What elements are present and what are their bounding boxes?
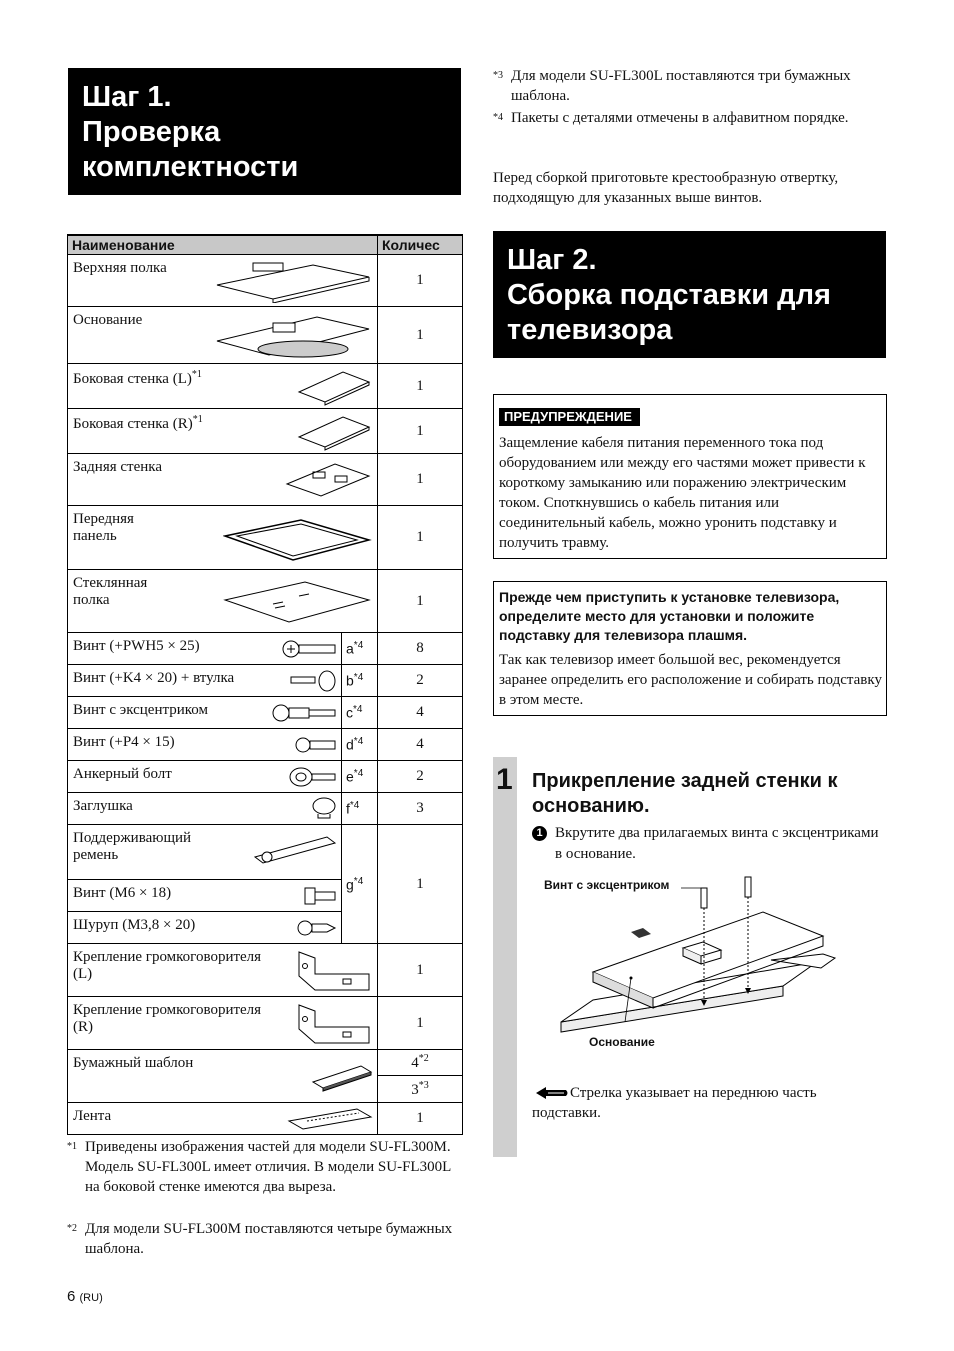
table-row: Стеклянная полка 1 [68,570,463,633]
step2-heading: Шаг 2. Сборка подставки для телевизора [493,231,886,358]
warning-text: Защемление кабеля питания переменного тока под оборудованием или между его частями может привести к короткому замыканию или поражению электрическим током. Споткнувшись о кабель питания или соединительный кабель, можно уронить подставку и получить травму. [499,435,866,551]
table-row: Шуруп (M3,8 × 20) [68,912,463,944]
table-row: Винт (+PWH5 × 25) $a^{*4}$ 8 [68,633,463,665]
table-row: Лента 1 [68,1103,463,1135]
table-row: Основание 1 [68,307,463,364]
table-row: Винт (+P4 × 15) $d^{*4}$ 4 [68,729,463,761]
footnote-2: *2 Для модели SU-FL300M поставляются четыре бумажных шаблона. [67,1221,453,1257]
arrow-note: Стрелка указывает на переднюю часть подставки. [532,1085,817,1121]
substep-1: 1 Вкрутите два прилагаемых винта с эксцентриками в основание. [532,823,888,865]
label-base: Основание [589,1035,655,1049]
cam-screw-icon [271,701,337,725]
footnote-3: *3 Для модели SU-FL300L поставляются три бумажных шаблона. [493,68,851,104]
table-header [68,235,463,255]
notice-box [493,581,887,716]
warning-box [493,394,887,559]
table-row: Винт с эксцентриком $c^{*4}$ 4 [68,697,463,729]
substep-number-badge: 1 [532,826,547,841]
step-bar [493,757,517,1157]
step-title: Прикрепление задней стенки к основанию. [532,770,838,817]
top-shelf-image [213,259,373,303]
table-row: Задняя стенка 1 [68,454,463,506]
screw-b-icon [289,669,337,693]
step1-heading: Шаг 1. Проверка комплектности [68,68,461,195]
table-row: Верхняя полка 1 [68,255,463,307]
table-row: Крепление громкоговорителя (R) 1 [68,997,463,1050]
notice-bold: Прежде чем приступить к установке телевизора, определите место для установки и положите подставку для телевизора плашмя. [499,589,840,643]
table-row: Винт (M6 × 18) [68,880,463,912]
side-wall-left-image [297,368,373,406]
table-row: Крепление громкоговорителя (L) 1 [68,944,463,997]
col-qty-header: Количес [378,235,463,255]
table-row: Винт (+K4 × 20) + втулка $b^{*4}$ 2 [68,665,463,697]
notice-text: Так как телевизор имеет большой вес, рекомендуется заранее определить его расположение и собирать подставку в этом месте. [499,652,882,708]
table-row: Боковая стенка $(R)^{*1}$ 1 [68,409,463,454]
assembly-step-1 [493,757,888,1157]
prep-text: Перед сборкой приготовьте крестообразную отвертку, подходящую для указанных выше винтов. [493,170,839,206]
support-strap-image [251,833,337,867]
wood-screw-icon [297,918,337,938]
step-number: 1 [496,763,513,796]
speaker-bracket-left-image [295,948,373,994]
footnote-4: *4 Пакеты с деталями отмечены в алфавитном порядке. [493,110,849,126]
side-wall-right-image [297,413,373,451]
col-name-header: Наименование [68,235,378,255]
back-wall-image [283,458,373,502]
table-row: Боковая стенка $(L)^{*1}$ 1 [68,364,463,409]
table-row: Заглушка $f^{*4}$ 3 [68,793,463,825]
parts-table [67,234,463,1135]
screw-d-icon [295,735,337,755]
speaker-bracket-right-image [295,1001,373,1047]
screw-a-icon [281,639,337,659]
table-row: Анкерный болт $e^{*4}$ 2 [68,761,463,793]
label-cam-screw: Винт с эксцентриком [544,878,670,892]
tape-image [287,1107,373,1131]
table-row: Поддерживающий ремень $g^{*4}$ 1 [68,825,463,880]
assembly-illustration [553,872,843,1042]
paper-template-image [311,1062,373,1092]
table-row: 3$^{*3}$ [68,1076,463,1103]
anchor-bolt-icon [287,764,337,790]
table-row: Передняя панель 1 [68,506,463,570]
front-arrow-icon [534,1086,570,1100]
page-number: 6 (RU) [67,1288,103,1305]
table-row: Бумажный шаблон 4$^{*2}$ [68,1050,463,1076]
footnote-1: *1 Приведены изображения частей для модели SU-FL300M. Модель SU-FL300L имеет отличия. В модели SU-FL300L на боковой стенке имеются два выреза. [67,1139,451,1195]
base-image [213,311,373,361]
cap-icon [311,796,337,820]
warning-label: ПРЕДУПРЕЖДЕНИЕ [499,408,640,426]
front-panel-image [223,516,373,564]
screw-m6-icon [303,886,337,906]
glass-shelf-image [223,578,373,626]
